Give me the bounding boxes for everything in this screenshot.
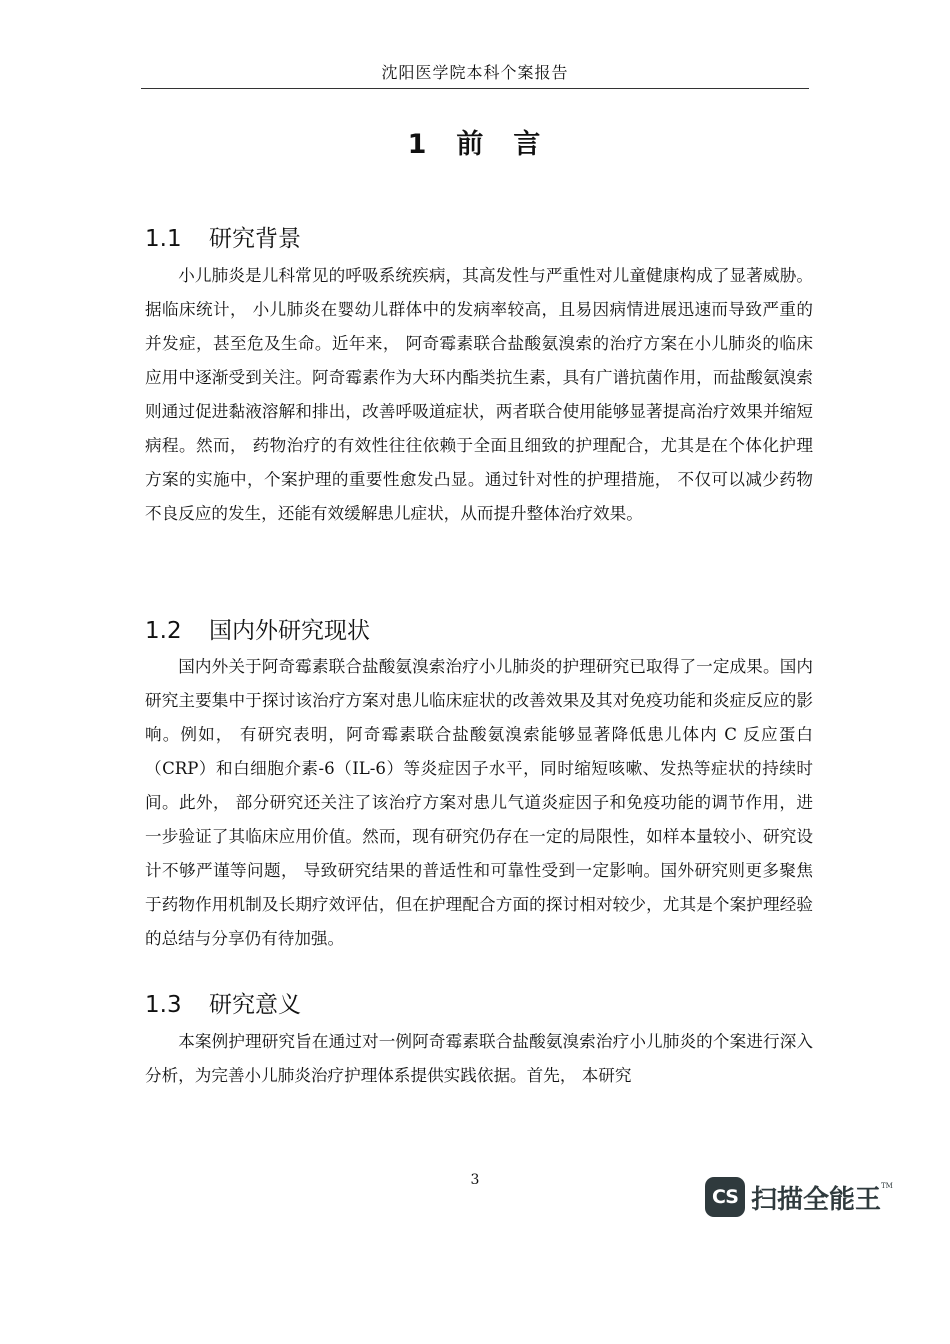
cs-logo-icon: CS [705,1177,745,1217]
paragraph: 小儿肺炎是儿科常见的呼吸系统疾病，其高发性与严重性对儿童健康构成了显著威胁。据临床统计， 小儿肺炎在婴幼儿群体中的发病率较高，且易因病情进展迅速而导致严重的并发症，甚至危及生命。近年来， 阿奇霉素联合盐酸氨溴索的治疗方案在小儿肺炎的临床应用中逐渐受到关注。阿奇霉素作为大环内酯类抗生素，具有广谱抗菌作用，而盐酸氨溴索则通过促进黏液溶解和排出，改善呼吸道症状，两者联合使用能够显著提高治疗效果并缩短病程。然而， 药物治疗的有效性往往依赖于全面且细致的护理配合，尤其是在个体化护理方案的实施中，个案护理的重要性愈发凸显。通过针对性的护理措施， 不仅可以减少药物不良反应的发生，还能有效缓解患儿症状，从而提升整体治疗效果。 [145,266,813,523]
paragraph: 本案例护理研究旨在通过对一例阿奇霉素联合盐酸氨溴索治疗小儿肺炎的个案进行深入分析，为完善小儿肺炎治疗护理体系提供实践依据。首先， 本研究 [145,1032,813,1085]
page-number: 3 [470,1172,480,1188]
chapter-title-part2: 言 [513,129,543,160]
section-body-1-2 [145,650,813,956]
chapter-number: 1 [407,129,429,160]
section-body-1-1 [145,259,813,531]
section-heading-1-1 [145,220,301,253]
section-number: 1.1 [145,226,182,252]
paragraph: 国内外关于阿奇霉素联合盐酸氨溴索治疗小儿肺炎的护理研究已取得了一定成果。国内研究主要集中于探讨该治疗方案对患儿临床症状的改善效果及其对免疫功能和炎症反应的影响。例如， 有研究表明，阿奇霉素联合盐酸氨溴索能够显著降低患儿体内 C 反应蛋白（CRP）和白细胞介素-6（IL-6）等炎症因子水平，同时缩短咳嗽、发热等症状的持续时间。此外， 部分研究还关注了该治疗方案对患儿气道炎症因子和免疫功能的调节作用，进一步验证了其临床应用价值。然而，现有研究仍存在一定的局限性，如样本量较小、研究设计不够严谨等问题， 导致研究结果的普适性和可靠性受到一定影响。国外研究则更多聚焦于药物作用机制及长期疗效评估，但在护理配合方面的探讨相对较少，尤其是个案护理经验的总结与分享仍有待加强。 [145,657,813,948]
section-title: 研究意义 [209,992,301,1018]
section-title: 国内外研究现状 [209,618,370,644]
section-title: 研究背景 [209,226,301,252]
scanner-watermark [705,1176,893,1218]
watermark-text: 扫描全能王 [751,1184,882,1215]
chapter-title-part1: 前 [456,129,486,160]
section-body-1-3 [145,1025,813,1093]
running-header: 沈阳医学院本科个案报告 [141,60,809,89]
chapter-title [0,122,950,161]
section-number: 1.2 [145,618,182,644]
section-heading-1-2 [145,612,370,645]
section-heading-1-3 [145,986,301,1019]
trademark-mark: TM [881,1182,893,1190]
section-number: 1.3 [145,992,182,1018]
